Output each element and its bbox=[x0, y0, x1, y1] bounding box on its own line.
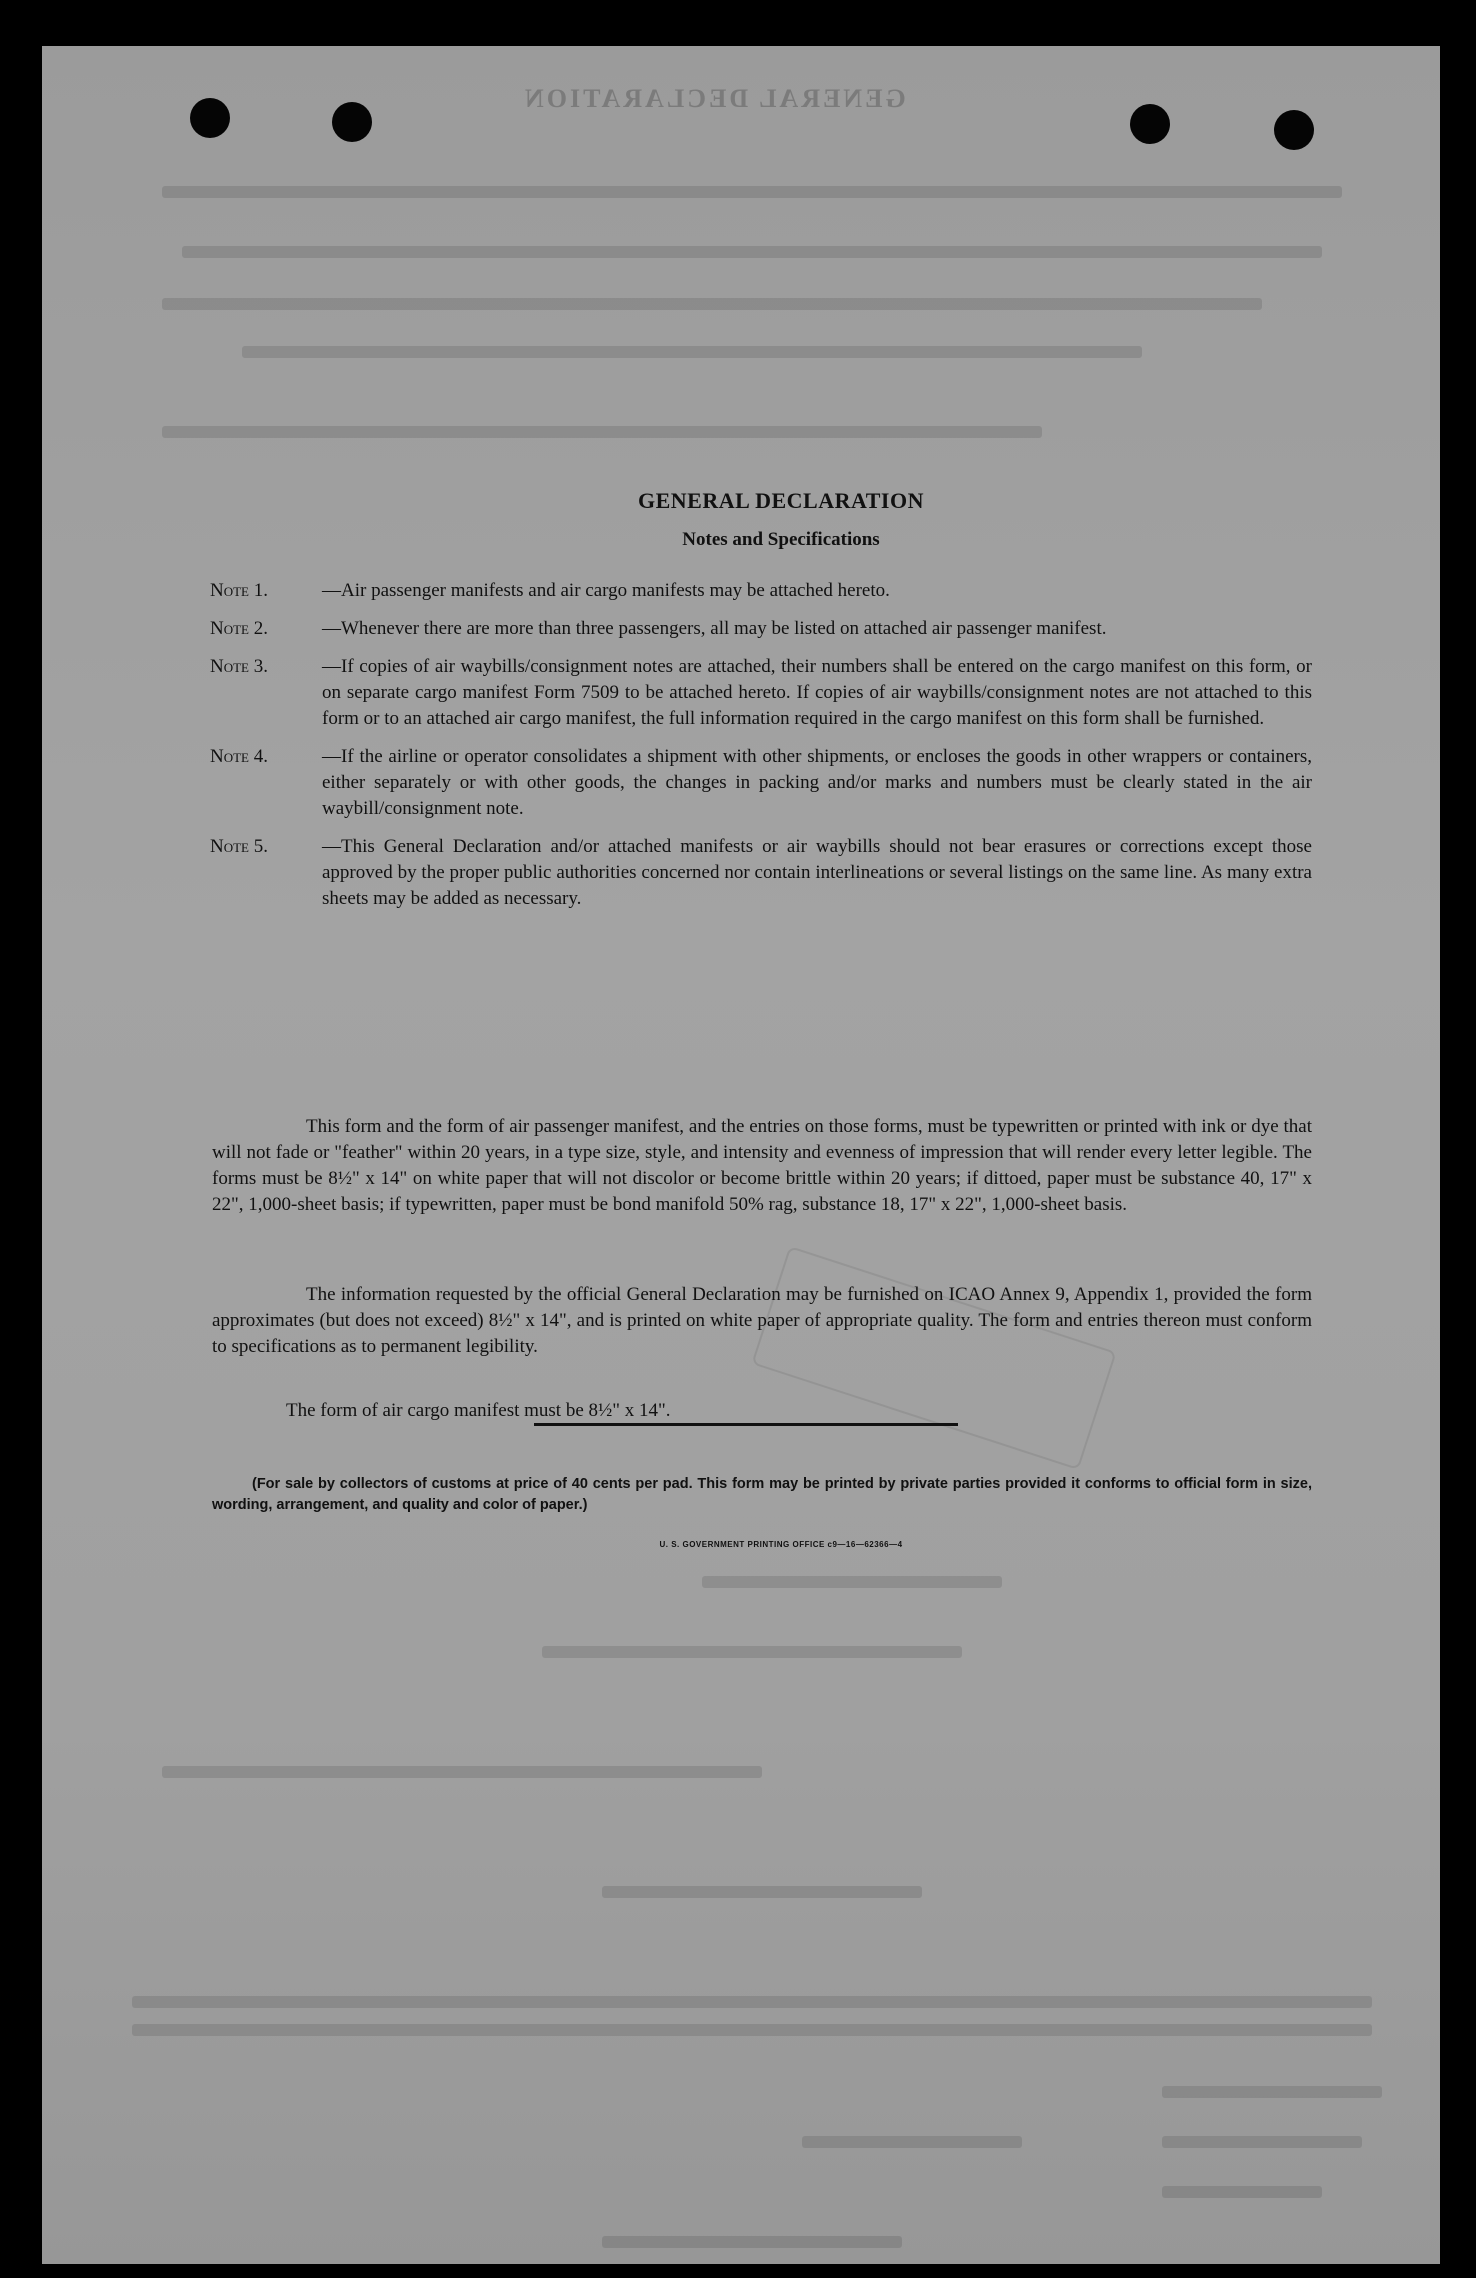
document-page bbox=[42, 46, 1440, 2264]
document-subtitle: Notes and Specifications bbox=[682, 529, 880, 550]
bleed-through-line bbox=[1162, 2086, 1382, 2098]
bleed-through-line bbox=[1162, 2186, 1322, 2198]
bleed-through-line bbox=[242, 346, 1142, 358]
note-label: Note 2. bbox=[210, 618, 268, 639]
bleed-through-line bbox=[132, 1996, 1372, 2008]
bleed-through-line bbox=[802, 2136, 1022, 2148]
note-text: —This General Declaration and/or attached manifests or air waybills should not bear erasures or corrections except those approved by the proper public authorities concerned nor contain interlineations or several listings on the same line. As many extra sheets may be added as necessary. bbox=[322, 836, 1312, 909]
note-text: —If the airline or operator consolidates a shipment with other shipments, or encloses the goods in other wrappers or containers, either separately or with other goods, the changes in packing and/or marks and numbers must be clearly stated in the air waybill/consignment note. bbox=[322, 746, 1312, 819]
paragraph-icao-annex: The information requested by the official General Declaration may be furnished on ICAO Annex 9, Appendix 1, provided the form approximates (but does not exceed) 8½" x 14", and is printed on white paper of appropriate quality. The form and entries thereon must conform to specifications as to permanent legibility. bbox=[212, 1284, 1312, 1357]
note-text: —Air passenger manifests and air cargo manifests may be attached hereto. bbox=[322, 580, 890, 601]
bleed-through-line bbox=[542, 1646, 962, 1658]
bleed-through-line bbox=[162, 1766, 762, 1778]
punch-hole-left-2 bbox=[332, 102, 372, 142]
note-label: Note 3. bbox=[210, 656, 268, 677]
document-title: GENERAL DECLARATION bbox=[638, 488, 924, 513]
printing-office-imprint: U. S. GOVERNMENT PRINTING OFFICE c9—16—62366—4 bbox=[659, 1540, 903, 1549]
note-5 bbox=[210, 834, 1312, 912]
bleed-through-line bbox=[182, 246, 1322, 258]
punch-hole-right-2 bbox=[1274, 110, 1314, 150]
note-label: Note 1. bbox=[210, 580, 268, 601]
note-text: —If copies of air waybills/consignment notes are attached, their numbers shall be entered on the cargo manifest on this form, or on separate cargo manifest Form 7509 to be attached hereto. If copies of air waybills/consignment notes are not attached to this form or to an attached air cargo manifest, the full information required in the cargo manifest on this form shall be furnished. bbox=[322, 656, 1312, 729]
sale-notice: (For sale by collectors of customs at price of 40 cents per pad. This form may be printed by private parties provided it conforms to official form in size, wording, arrangement, and quality and color of paper.) bbox=[212, 1476, 1312, 1513]
paragraph-form-requirements: This form and the form of air passenger manifest, and the entries on those forms, must be typewritten or printed with ink or dye that will not fade or "feather" within 20 years, in a type size, style, and intensity and evenness of impression that will render every letter legible. The forms must be 8½" x 14" on white paper that will not discolor or become brittle within 20 years; if dittoed, paper must be substance 40, 17" x 22", 1,000-sheet basis; if typewritten, paper must be bond manifold 50% rag, substance 18, 17" x 22", 1,000-sheet basis. bbox=[212, 1116, 1312, 1215]
note-4 bbox=[210, 744, 1312, 822]
bleed-through-line bbox=[162, 426, 1042, 438]
horizontal-rule bbox=[534, 1423, 958, 1426]
note-2 bbox=[210, 616, 1312, 642]
bleed-through-line bbox=[602, 2236, 902, 2248]
notes-list bbox=[210, 578, 1312, 924]
bleed-through-line bbox=[702, 1576, 1002, 1588]
punch-hole-left-1 bbox=[190, 98, 230, 138]
bleed-through-line bbox=[1162, 2136, 1362, 2148]
bleed-through-line bbox=[602, 1886, 922, 1898]
note-label: Note 5. bbox=[210, 836, 268, 857]
bleed-through-line bbox=[162, 298, 1262, 310]
bleed-through-line bbox=[132, 2024, 1372, 2036]
note-1 bbox=[210, 578, 1312, 604]
paragraph-cargo-manifest-size: The form of air cargo manifest must be 8½" x 14". bbox=[286, 1400, 671, 1421]
punch-hole-right-1 bbox=[1130, 104, 1170, 144]
bleed-through-header: GENERAL DECLARATION bbox=[522, 84, 906, 113]
note-text: —Whenever there are more than three passengers, all may be listed on attached air passenger manifest. bbox=[322, 618, 1107, 639]
note-3 bbox=[210, 654, 1312, 732]
bleed-through-line bbox=[162, 186, 1342, 198]
note-label: Note 4. bbox=[210, 746, 268, 767]
